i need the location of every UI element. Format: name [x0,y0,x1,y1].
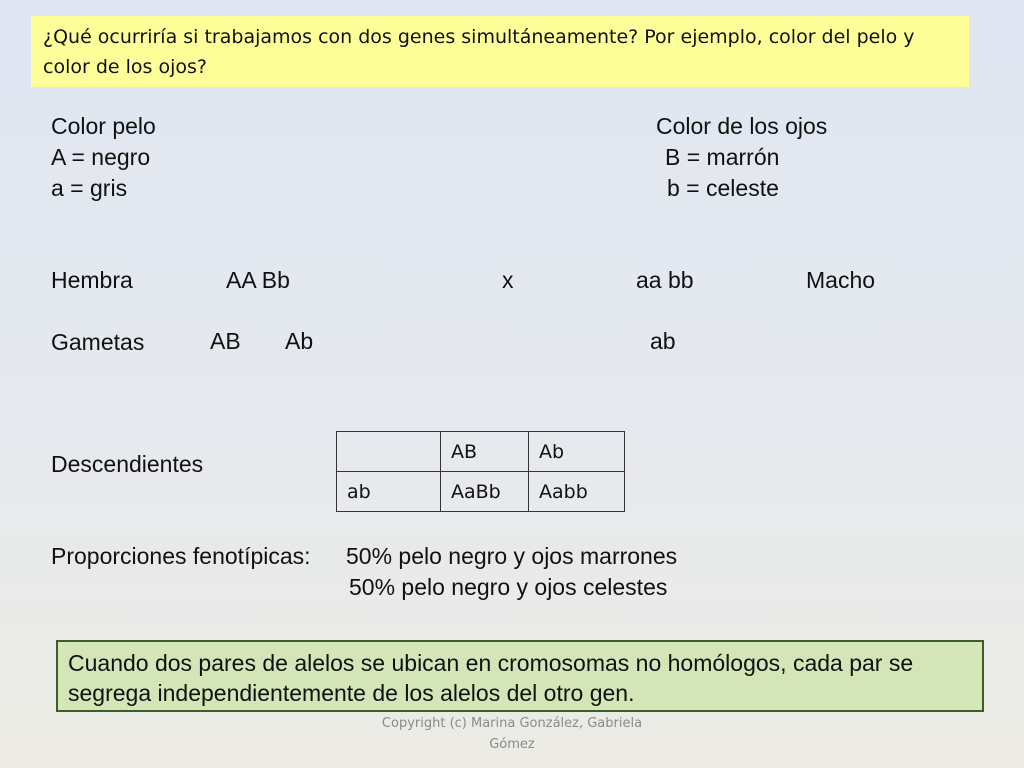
table-cell: AB [441,432,529,472]
female-genotype: AA Bb [226,267,290,293]
table-cell [337,432,441,472]
offspring-label: Descendientes [51,451,204,477]
question-callout: ¿Qué ocurriría si trabajamos con dos genes simultáneamente? Por ejemplo, color del pelo y color de los ojos? [31,16,969,87]
hair-allele-recessive: a = gris [51,175,128,201]
proportion-line-2: 50% pelo negro y ojos celestes [349,574,668,600]
proportions-label: Proporciones fenotípicas: [51,543,311,569]
male-gamete: ab [650,328,676,354]
female-gamete-1: AB [210,328,241,354]
hair-color-title: Color pelo [51,113,156,139]
conclusion-callout: Cuando dos pares de alelos se ubican en cromosomas no homólogos, cada par se segrega independientemente de los alelos del otro gen. [56,640,984,712]
male-genotype: aa bb [636,267,694,293]
table-row [337,472,625,512]
eye-allele-recessive: b = celeste [667,175,779,201]
gametes-label: Gametas [51,329,145,355]
female-gamete-2: Ab [285,328,314,354]
punnett-square [336,431,625,512]
table-cell: ab [337,472,441,512]
eye-color-title: Color de los ojos [656,113,828,139]
male-label: Macho [806,267,876,293]
table-row [337,432,625,472]
table-cell: Ab [529,432,625,472]
table-cell: Aabb [529,472,625,512]
hair-allele-dominant: A = negro [51,144,151,170]
proportion-line-1: 50% pelo negro y ojos marrones [346,543,678,569]
copyright-footer: Copyright (c) Marina González, Gabriela Gómez [381,716,643,752]
table-cell: AaBb [441,472,529,512]
female-label: Hembra [51,267,133,293]
eye-allele-dominant: B = marrón [665,144,780,170]
cross-symbol: x [502,267,514,293]
